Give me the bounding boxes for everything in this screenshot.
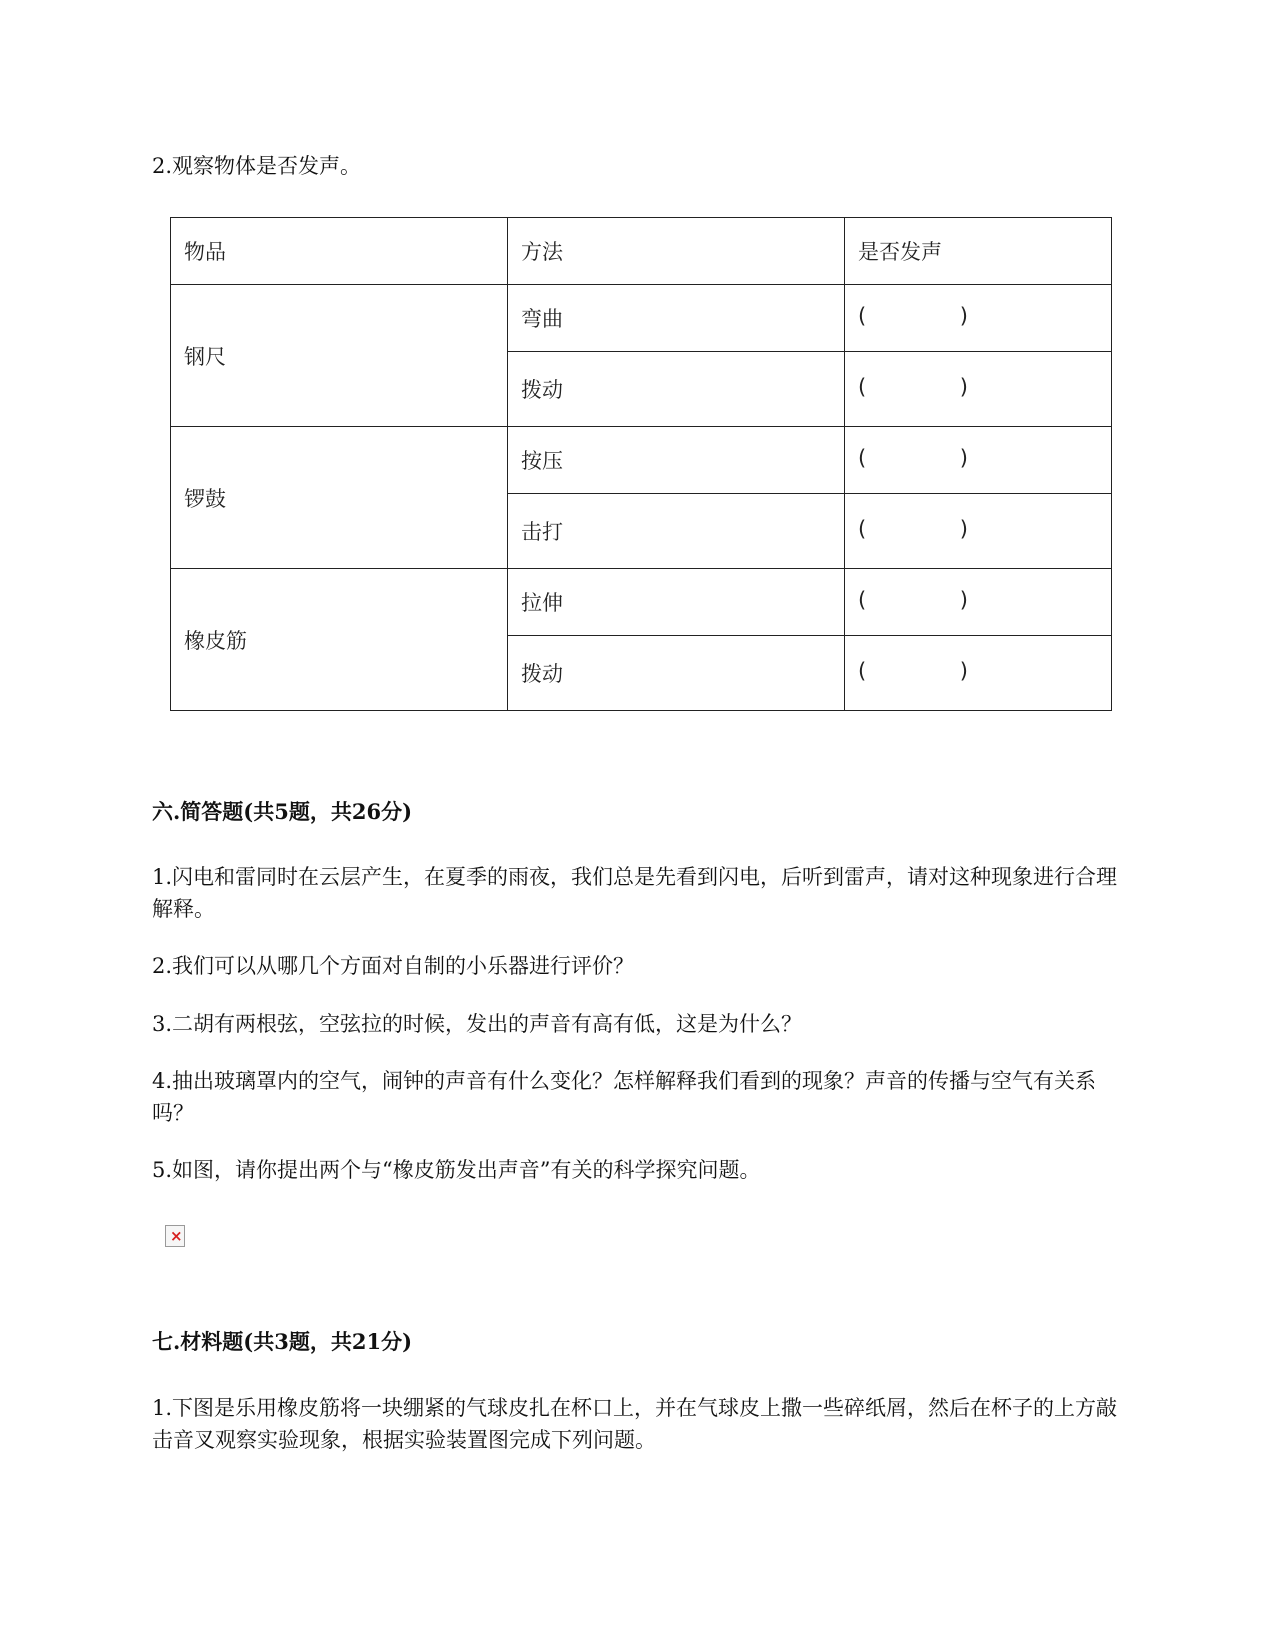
table-header-row <box>171 218 1112 285</box>
paren-left: ( <box>858 374 867 399</box>
header-method: 方法 <box>508 218 845 285</box>
table-row <box>171 569 1112 636</box>
answer-blank <box>845 494 1112 569</box>
section7-heading: 七.材料题(共3题，共21分) <box>152 1329 413 1354</box>
paren-right: ) <box>959 516 968 541</box>
answer-blank <box>845 569 1112 636</box>
paren-left: ( <box>858 516 867 541</box>
table-row <box>171 427 1112 494</box>
question-item: 3.二胡有两根弦，空弦拉的时候，发出的声音有高有低，这是为什么？ <box>152 1012 803 1036</box>
item-cell: 锣鼓 <box>171 427 508 569</box>
answer-blank <box>845 352 1112 427</box>
question-item: 2.我们可以从哪几个方面对自制的小乐器进行评价？ <box>152 954 635 978</box>
answer-blank <box>845 636 1112 711</box>
method-cell: 按压 <box>508 427 845 494</box>
item-cell: 橡皮筋 <box>171 569 508 711</box>
method-cell: 击打 <box>508 494 845 569</box>
method-cell: 拉伸 <box>508 569 845 636</box>
observation-table <box>170 217 1112 711</box>
paren-right: ) <box>959 374 968 399</box>
question-item: 4.抽出玻璃罩内的空气，闹钟的声音有什么变化？怎样解释我们看到的现象？声音的传播与空气有关系吗？ <box>152 1069 1097 1125</box>
table-row <box>171 285 1112 352</box>
question-item: 5.如图，请你提出两个与“橡皮筋发出声音”有关的科学探究问题。 <box>152 1158 761 1182</box>
header-item: 物品 <box>171 218 508 285</box>
paren-left: ( <box>858 587 867 612</box>
broken-image-icon: × <box>165 1225 185 1247</box>
question-item: 1.闪电和雷同时在云层产生，在夏季的雨夜，我们总是先看到闪电，后听到雷声，请对这种现象进行合理解释。 <box>152 865 1118 921</box>
paren-right: ) <box>959 587 968 612</box>
paren-left: ( <box>858 303 867 328</box>
section6-heading: 六.简答题(共5题，共26分) <box>152 799 413 824</box>
item-cell: 钢尺 <box>171 285 508 427</box>
paren-left: ( <box>858 445 867 470</box>
intro-text: 2.观察物体是否发声。 <box>152 154 362 178</box>
paren-right: ) <box>959 658 968 683</box>
answer-blank <box>845 427 1112 494</box>
method-cell: 拨动 <box>508 352 845 427</box>
paren-right: ) <box>959 303 968 328</box>
answer-blank <box>845 285 1112 352</box>
paren-left: ( <box>858 658 867 683</box>
header-sound: 是否发声 <box>845 218 1112 285</box>
question-item: 1.下图是乐用橡皮筋将一块绷紧的气球皮扎在杯口上，并在气球皮上撒一些碎纸屑，然后在杯子的上方敲击音叉观察实验现象，根据实验装置图完成下列问题。 <box>152 1396 1118 1452</box>
paren-right: ) <box>959 445 968 470</box>
method-cell: 弯曲 <box>508 285 845 352</box>
method-cell: 拨动 <box>508 636 845 711</box>
